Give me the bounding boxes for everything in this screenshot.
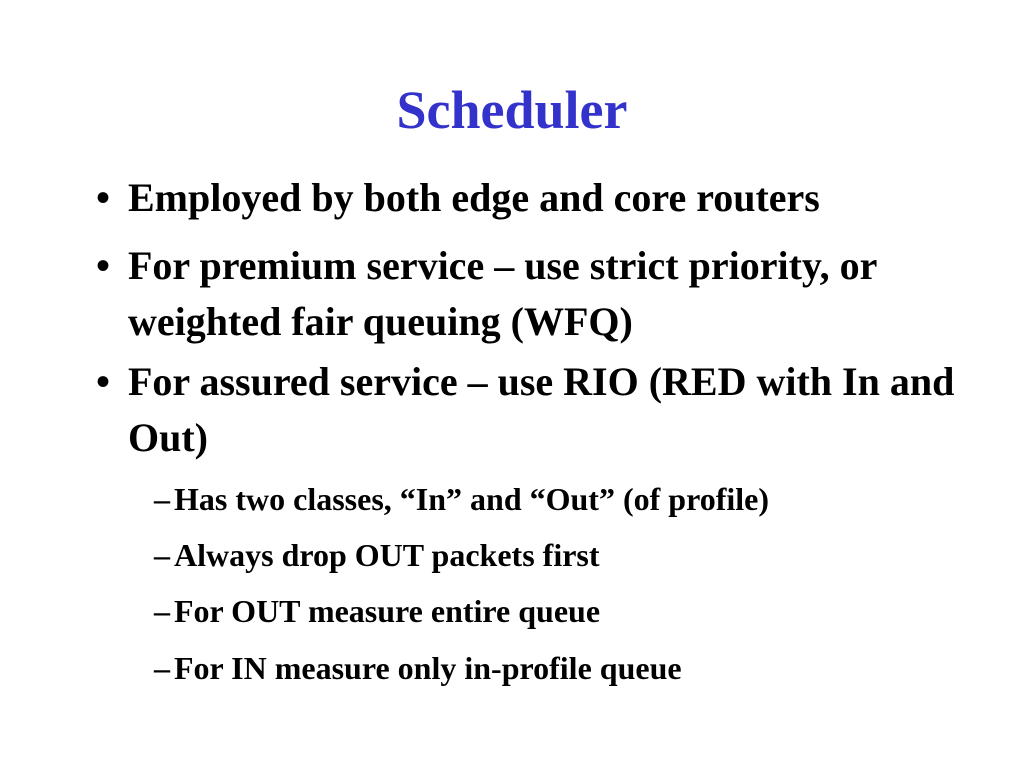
sub-bullet-marker: – (154, 650, 170, 686)
bullet-text: For assured service – use RIO (RED with In and Out) (128, 359, 955, 460)
sub-bullet-item (154, 648, 974, 688)
slide-title: Scheduler (396, 80, 628, 140)
bullet-marker: • (96, 243, 111, 288)
bullet-marker: • (96, 175, 111, 220)
sub-bullet-marker: – (154, 537, 170, 573)
bullet-text: For premium service – use strict priority, or weighted fair queuing (WFQ) (128, 243, 877, 344)
sub-bullet-marker: – (154, 481, 170, 517)
sub-bullet-item (154, 535, 974, 575)
sub-bullet-marker: – (154, 593, 170, 629)
sub-bullet-text: Has two classes, “In” and “Out” (of profile) (174, 481, 769, 517)
bullet-text: Employed by both edge and core routers (128, 175, 820, 220)
sub-bullet-text: For OUT measure entire queue (174, 593, 601, 629)
sub-bullet-text: Always drop OUT packets first (174, 537, 600, 573)
bullet-marker: • (96, 359, 111, 404)
bullet-item (96, 238, 956, 350)
sub-bullet-item (154, 591, 974, 631)
sub-bullet-item (154, 479, 974, 519)
sub-bullet-text: For IN measure only in-profile queue (174, 650, 682, 686)
bullet-item (96, 354, 956, 466)
bullet-item (96, 170, 956, 226)
